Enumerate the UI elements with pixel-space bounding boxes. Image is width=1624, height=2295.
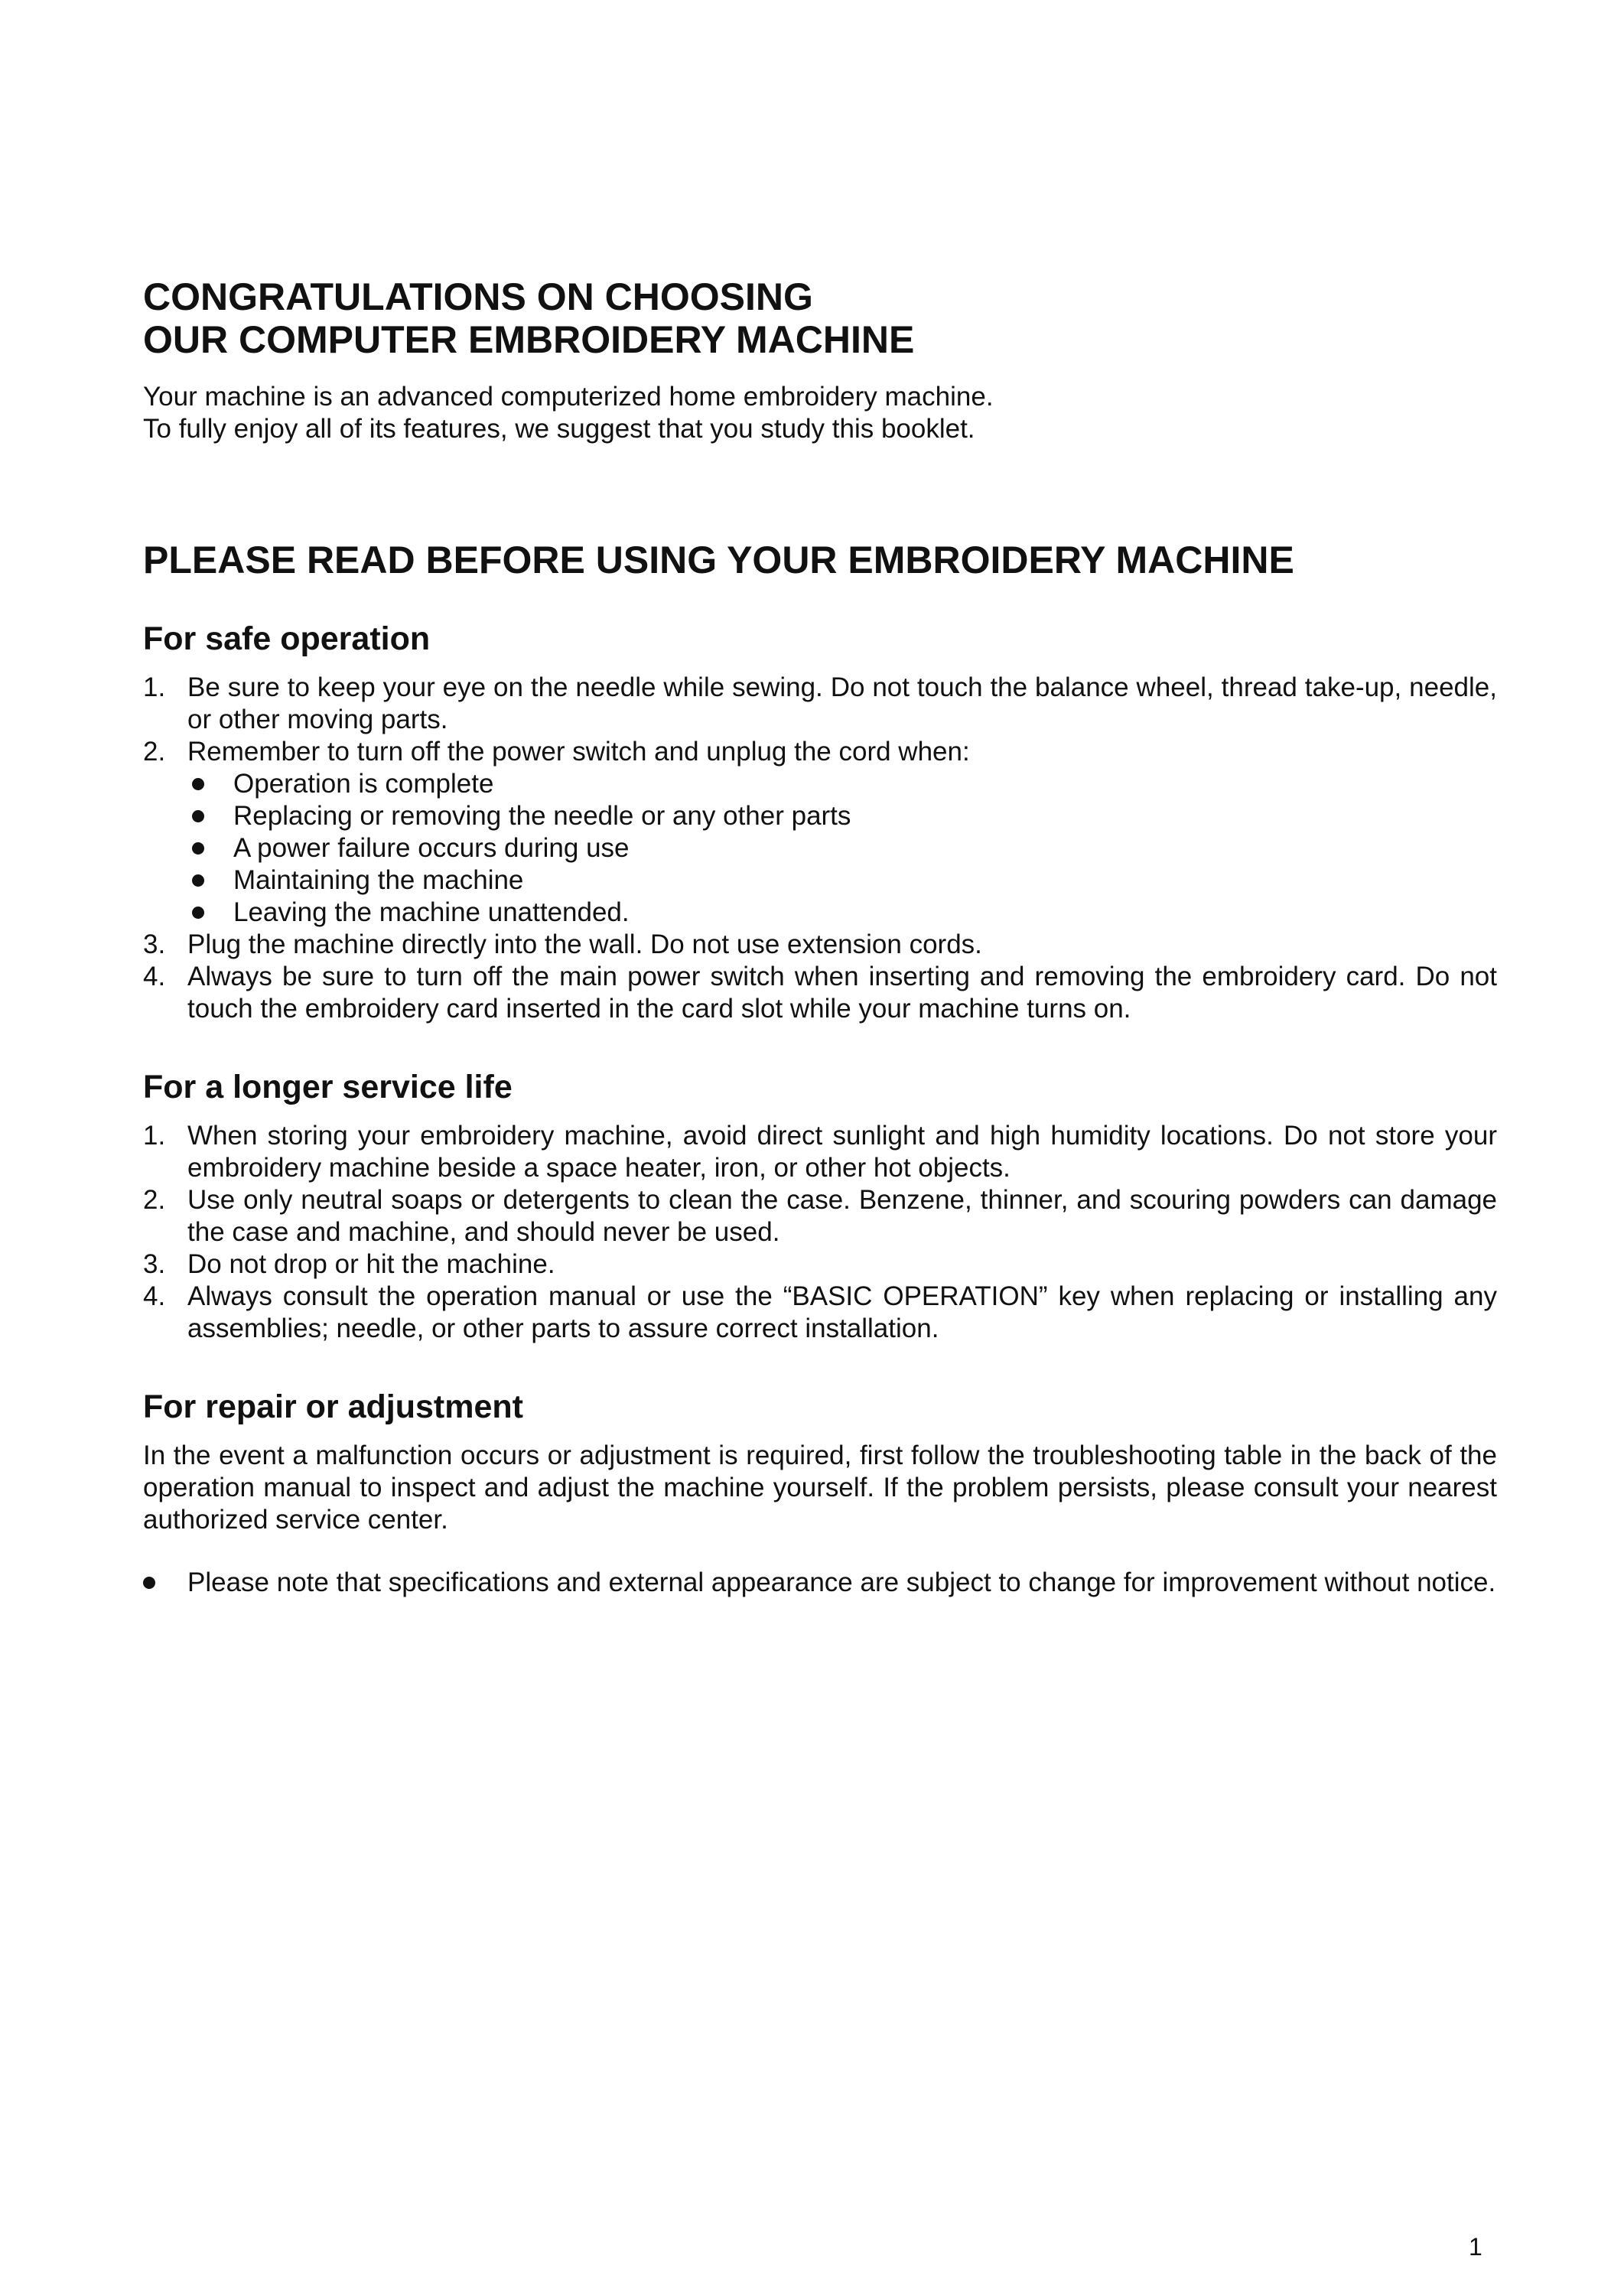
item-number: 4.	[143, 962, 166, 991]
item-text: Be sure to keep your eye on the needle while sewing. Do not touch the balance wheel, thread take-up, needle, or other moving parts.	[187, 672, 1497, 734]
list-item	[143, 1248, 1497, 1281]
bullet-dot-icon	[192, 778, 204, 790]
main-heading	[143, 275, 1497, 361]
bullet-item	[187, 800, 1497, 832]
list-item	[143, 1120, 1497, 1184]
bullet-text: A power failure occurs during use	[233, 833, 630, 863]
bullet-item	[187, 897, 1497, 929]
safe-operation-heading: For safe operation	[143, 620, 431, 657]
service-life-heading: For a longer service life	[143, 1069, 513, 1105]
item-number: 3.	[143, 1249, 166, 1279]
list-item	[143, 961, 1497, 1025]
item-number: 2.	[143, 1185, 166, 1215]
intro-paragraph	[143, 381, 1497, 445]
item-number: 3.	[143, 929, 166, 959]
bullet-dot-icon	[192, 907, 204, 919]
repair-heading: For repair or adjustment	[143, 1388, 523, 1425]
list-item	[143, 1184, 1497, 1248]
bullet-item	[187, 832, 1497, 864]
intro-line-2: To fully enjoy all of its features, we suggest that you study this booklet.	[143, 414, 975, 444]
main-heading-line-2: OUR COMPUTER EMBROIDERY MACHINE	[143, 318, 915, 361]
bullet-dot-icon	[192, 874, 204, 887]
item-number: 2.	[143, 737, 166, 767]
bullet-dot-icon	[143, 1577, 155, 1589]
bullet-text: Leaving the machine unattended.	[233, 897, 630, 927]
page-number: 1	[1469, 2233, 1482, 2261]
bullet-text: Maintaining the machine	[233, 865, 524, 895]
item-text: Always be sure to turn off the main power switch when inserting and removing the embroidery card. Do not touch the embroidery card inserted in the card slot while your machine turns on.	[187, 962, 1497, 1024]
specification-note	[143, 1567, 1497, 1599]
intro-line-1: Your machine is an advanced computerized home embroidery machine.	[143, 382, 994, 412]
item-number: 1.	[143, 672, 166, 702]
item-number: 1.	[143, 1121, 166, 1151]
repair-paragraph: In the event a malfunction occurs or adjustment is required, first follow the troubleshooting table in the back of the operation manual to inspect and adjust the machine yourself. If the problem persists, please consult your nearest authorized service center.	[143, 1440, 1497, 1535]
list-item	[143, 1281, 1497, 1345]
note-text: Please note that specifications and external appearance are subject to change for improvement without notice.	[187, 1567, 1496, 1597]
list-item	[143, 929, 1497, 961]
section-title: PLEASE READ BEFORE USING YOUR EMBROIDERY MACHINE	[143, 539, 1294, 581]
list-item	[143, 672, 1497, 736]
item-text: Remember to turn off the power switch and unplug the cord when:	[187, 737, 970, 767]
bullet-item	[187, 864, 1497, 897]
item-text: Use only neutral soaps or detergents to clean the case. Benzene, thinner, and scouring powders can damage the case and machine, and should never be used.	[187, 1185, 1497, 1247]
item-text: Plug the machine directly into the wall. Do not use extension cords.	[187, 929, 982, 959]
bullet-text: Replacing or removing the needle or any other parts	[233, 801, 851, 831]
safe-operation-list	[143, 672, 1497, 1025]
item-number: 4.	[143, 1281, 166, 1311]
service-life-list	[143, 1120, 1497, 1345]
item-text: Always consult the operation manual or use the “BASIC OPERATION” key when replacing or installing any assemblies; needle, or other parts to assure correct installation.	[187, 1281, 1497, 1343]
main-heading-line-1: CONGRATULATIONS ON CHOOSING	[143, 275, 813, 318]
bullet-item	[187, 768, 1497, 800]
power-off-conditions-list	[187, 768, 1497, 929]
document-page	[143, 275, 1497, 1599]
bullet-dot-icon	[192, 842, 204, 855]
list-item	[143, 736, 1497, 929]
bullet-dot-icon	[192, 810, 204, 822]
item-text: When storing your embroidery machine, avoid direct sunlight and high humidity locations. Do not store your embroidery machine beside a space heater, iron, or other hot objects.	[187, 1121, 1497, 1183]
item-text: Do not drop or hit the machine.	[187, 1249, 555, 1279]
bullet-text: Operation is complete	[233, 769, 494, 799]
